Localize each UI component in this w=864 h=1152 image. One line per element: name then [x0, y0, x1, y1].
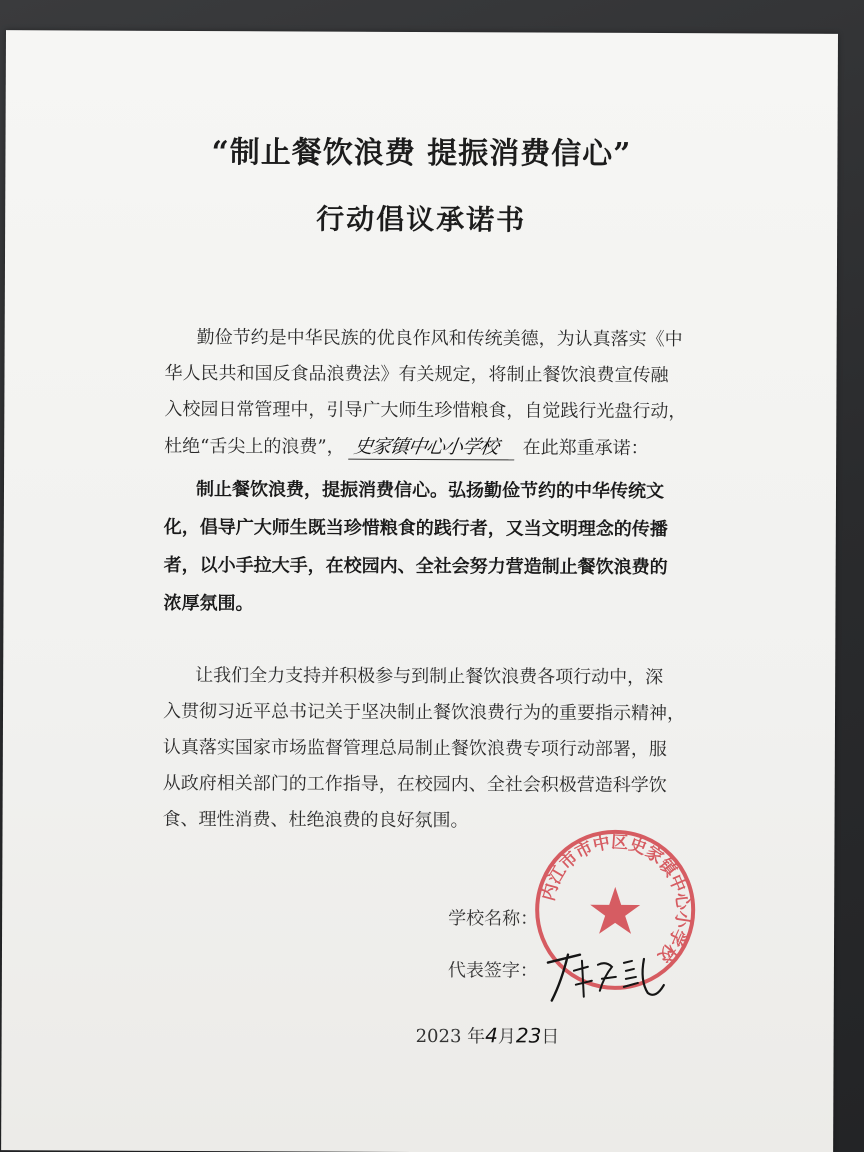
document-title-line2: 行动倡议承诺书 — [316, 202, 527, 237]
date-day-handwritten: 23 — [515, 1023, 542, 1048]
handwritten-school-name: 史家镇中心小学校 — [349, 432, 519, 461]
date-day-unit: 日 — [541, 1026, 560, 1048]
commitment-paragraph — [163, 475, 724, 615]
closing-line-1: 让我们全力支持并积极参与到制止餐饮浪费各项行动中，深 — [195, 665, 664, 689]
closing-line-5: 食、理性消费、杜绝浪费的良好氛围。 — [162, 808, 469, 832]
closing-paragraph — [162, 661, 723, 832]
closing-line-4: 从政府相关部门的工作指导，在校园内、全社会积极营造科学饮 — [162, 772, 667, 797]
signature-label: 代表签字： — [447, 960, 538, 982]
intro-line-4 — [164, 431, 649, 461]
seal-star-icon — [590, 887, 640, 934]
school-name-label: 学校名称： — [448, 908, 539, 930]
date-month-handwritten: 4 — [485, 1023, 498, 1048]
closing-line-2: 入贯彻习近平总书记关于坚决制止餐饮浪费行为的重要指示精神， — [162, 700, 686, 725]
closing-line-3: 认真落实国家市场监督管理总局制止餐饮浪费专项行动部署，服 — [162, 736, 667, 761]
commitment-line-4: 浓厚氛围。 — [163, 592, 254, 615]
intro-paragraph — [164, 323, 725, 459]
commitment-line-2: 化，倡导广大师生既当珍惜粮食的践行者，又当文明理念的传播 — [163, 516, 668, 541]
intro-line-4-suffix: 在此郑重承诺： — [522, 437, 649, 459]
commitment-line-1: 制止餐饮浪费，提振消费信心。弘扬勤俭节约的中华传统文 — [195, 479, 665, 503]
intro-line-2: 华人民共和国反食品浪费法》有关规定，将制止餐饮浪费宣传融 — [164, 362, 669, 387]
document-page — [1, 30, 838, 1152]
intro-line-1: 勤俭节约是中华民族的优良作风和传统美德，为认真落实《中 — [196, 327, 683, 351]
commitment-line-3: 者，以小手拉大手，在校园内、全社会努力营造制止餐饮浪费的 — [163, 554, 668, 579]
intro-line-4-prefix: 杜绝“舌尖上的浪费”， — [164, 435, 345, 458]
handwritten-signature — [540, 941, 670, 1012]
document-title-line1: “制止餐饮浪费 提振消费信心” — [211, 135, 632, 172]
date-year: 2023 年 — [415, 1025, 486, 1048]
date-month-unit: 月 — [497, 1026, 516, 1048]
document-date — [416, 1022, 560, 1049]
seal-text: 内江市市中区史家镇中心小学校 — [538, 832, 693, 966]
intro-line-3: 入校园日常管理中，引导广大师生珍惜粮食，自觉践行光盘行动， — [164, 398, 687, 423]
